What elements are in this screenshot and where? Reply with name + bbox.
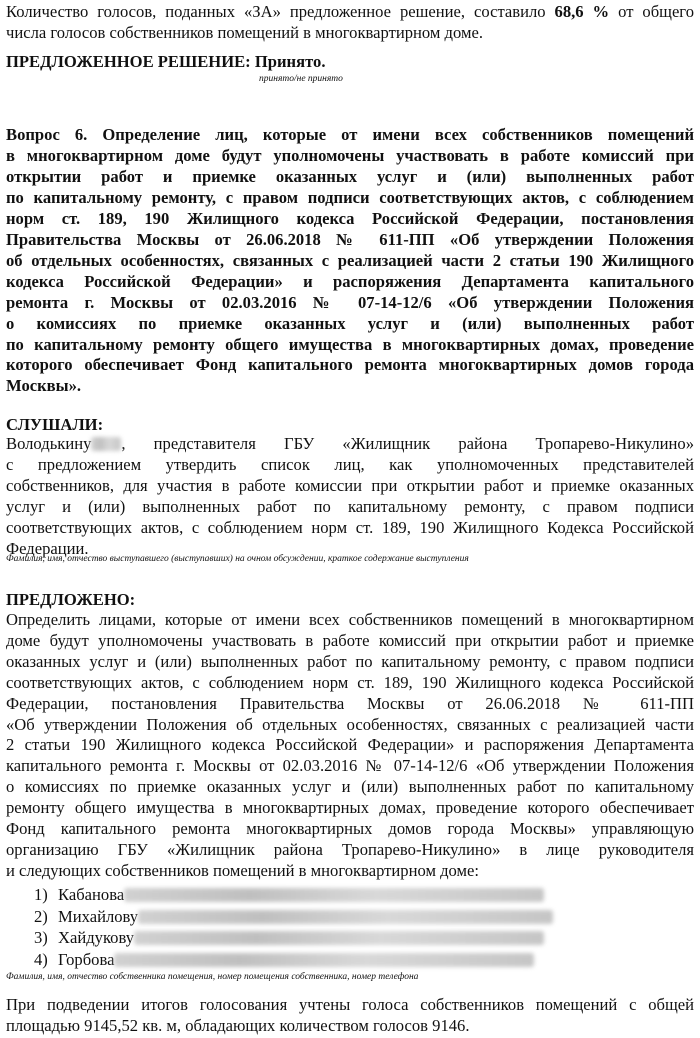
- proposed-decision-label: ПРЕДЛОЖЕННОЕ РЕШЕНИЕ: Принято.: [6, 52, 326, 71]
- text-line: собственников, для участия в работе комиссии при открытии работ и приемке оказанных: [6, 475, 694, 495]
- text-line-last: Москвы».: [6, 376, 82, 396]
- votes-result-line-1: [6, 2, 694, 23]
- text-line: Правительства Москвы от 26.06.2018 № 611-ПП «Об утверждении Положения: [6, 229, 694, 249]
- text-line: Федерации, постановления Правительства Москвы от 26.06.2018 № 611-ПП: [6, 693, 694, 713]
- text-line: доме будут уполномочены участвовать в работе комиссий при открытии работ и приемке: [6, 630, 694, 650]
- text-line: Определить лицами, которые от имени всех собственников помещений в многоквартирном: [6, 610, 694, 629]
- proposed-heading: ПРЕДЛОЖЕНО:: [6, 590, 136, 609]
- text-line: ремонту общего имущества в многоквартирных домах, проведение которого обеспечивает: [6, 798, 694, 818]
- text-line: организацию ГБУ «Жилищник района Тропарево-Никулино» в лице руководителя: [6, 839, 694, 859]
- text-line-last: Федерации.: [6, 538, 89, 558]
- owners-caption: Фамилия, имя, отчество собственника помещения, номер помещения собственника, номер телефона: [6, 972, 419, 982]
- owner-list-item: [34, 885, 544, 906]
- text-line: которого обеспечивает Фонд капитального ремонта многоквартирных домов города: [6, 355, 694, 375]
- owner-list-item: [34, 928, 544, 949]
- redacted-details-blur: [124, 888, 544, 902]
- heard-caption: Фамилия, имя, отчество выступавшего (выступавших) на очном обсуждении, краткое содержание выступления: [6, 554, 469, 564]
- owner-surname: Кабанова: [58, 885, 125, 904]
- text-line: по капитальному ремонту общего имущества в многоквартирных домах, проведение: [6, 334, 694, 354]
- text-line: соответствующих актов, с соблюдением норм ст. 189, 190 Жилищного Кодекса Российской: [6, 517, 694, 537]
- owner-list-number: 4): [34, 949, 48, 969]
- owner-surname: Михайлову: [58, 906, 139, 926]
- owner-list-item: [34, 950, 534, 971]
- redacted-details-blur: [134, 931, 544, 945]
- speaker-role: , представителя ГБУ «Жилищник района Тропарево-Никулино»: [121, 434, 694, 453]
- text-line: об отдельных особенностях, связанных с реализацией части 2 статьи 190 Жилищного: [6, 250, 694, 270]
- redacted-name-blur: [91, 437, 121, 451]
- heard-heading: СЛУШАЛИ:: [6, 415, 104, 434]
- votes-result-line-2: числа голосов собственников помещений в многоквартирном доме.: [6, 23, 483, 42]
- text-line: ремонта г. Москвы от 02.03.2016 № 07-14-12/6 «Об утверждении Положения: [6, 292, 694, 312]
- text-line: соответствующих актов, с соблюдением норм ст. 189, 190 Жилищного кодекса Российской: [6, 672, 694, 692]
- text-line: по капитальному ремонту, с правом подписи соответствующих актов, с соблюдением: [6, 187, 694, 207]
- text-line: в многоквартирном доме будут уполномочены участвовать в работе комиссий при: [6, 145, 694, 165]
- owner-surname: Хайдукову: [58, 928, 135, 947]
- text-line: 2 статьи 190 Жилищного кодекса Российской Федерации» и распоряжения Департамента: [6, 735, 694, 755]
- redacted-details-blur: [114, 953, 534, 967]
- text-line: капитального ремонта г. Москвы от 02.03.2016 № 07-14-12/6 «Об утверждении Положения: [6, 756, 694, 776]
- text-line: норм ст. 189, 190 Жилищного кодекса Российской Федерации, постановления: [6, 208, 694, 228]
- speaker-name: Володькину: [6, 434, 92, 453]
- votes-text: Количество голосов, поданных «ЗА» предложенное решение, составило: [6, 2, 555, 21]
- owner-list-number: 1): [34, 885, 48, 904]
- summary-line-1: При подведении итогов голосования учтены голоса собственников помещений с общей: [6, 995, 694, 1014]
- owner-surname: Горбова: [58, 949, 115, 969]
- text-line: кодекса Российской Федерации» и распоряжения Департамента капитального: [6, 271, 694, 291]
- text-line: «Об утверждении Положения об отдельных особенностях, связанных с реализацией части: [6, 714, 694, 734]
- redacted-details-blur: [138, 910, 553, 924]
- text-line-last: и следующих собственников помещений в многоквартирном доме:: [6, 860, 479, 880]
- text-line: оказанных услуг и (или) выполненных работ по капитальному ремонту, с правом подписи: [6, 651, 694, 671]
- owner-list-number: 3): [34, 928, 48, 947]
- text-line: Вопрос 6. Определение лиц, которые от имени всех собственников помещений: [6, 125, 694, 144]
- heard-first-line: [6, 434, 694, 455]
- owner-list-number: 2): [34, 906, 48, 926]
- text-line: с предложением утвердить список лиц, как уполномоченных представителей: [6, 455, 694, 474]
- text-line: Фонд капитального ремонта многоквартирных домов города Москвы» управляющую: [6, 819, 694, 838]
- votes-percent: 68,6 %: [554, 2, 610, 21]
- owner-list-item: [34, 907, 553, 928]
- proposed-decision-hint: принято/не принято: [259, 74, 343, 84]
- summary-line-2: площадью 9145,52 кв. м, обладающих количеством голосов 9146.: [6, 1016, 470, 1035]
- text-line: открытии работ и приемке оказанных услуг и (или) выполненных работ: [6, 166, 694, 186]
- text-line: о комиссиях по приемке оказанных услуг и (или) выполненных работ по капитальному: [6, 777, 694, 797]
- text-line: о комиссиях по приемке оказанных услуг и (или) выполненных работ: [6, 313, 694, 333]
- text-line: услуг и (или) выполненных работ по капитальному ремонту, с правом подписи: [6, 496, 694, 516]
- votes-text-post: от общего: [609, 2, 694, 21]
